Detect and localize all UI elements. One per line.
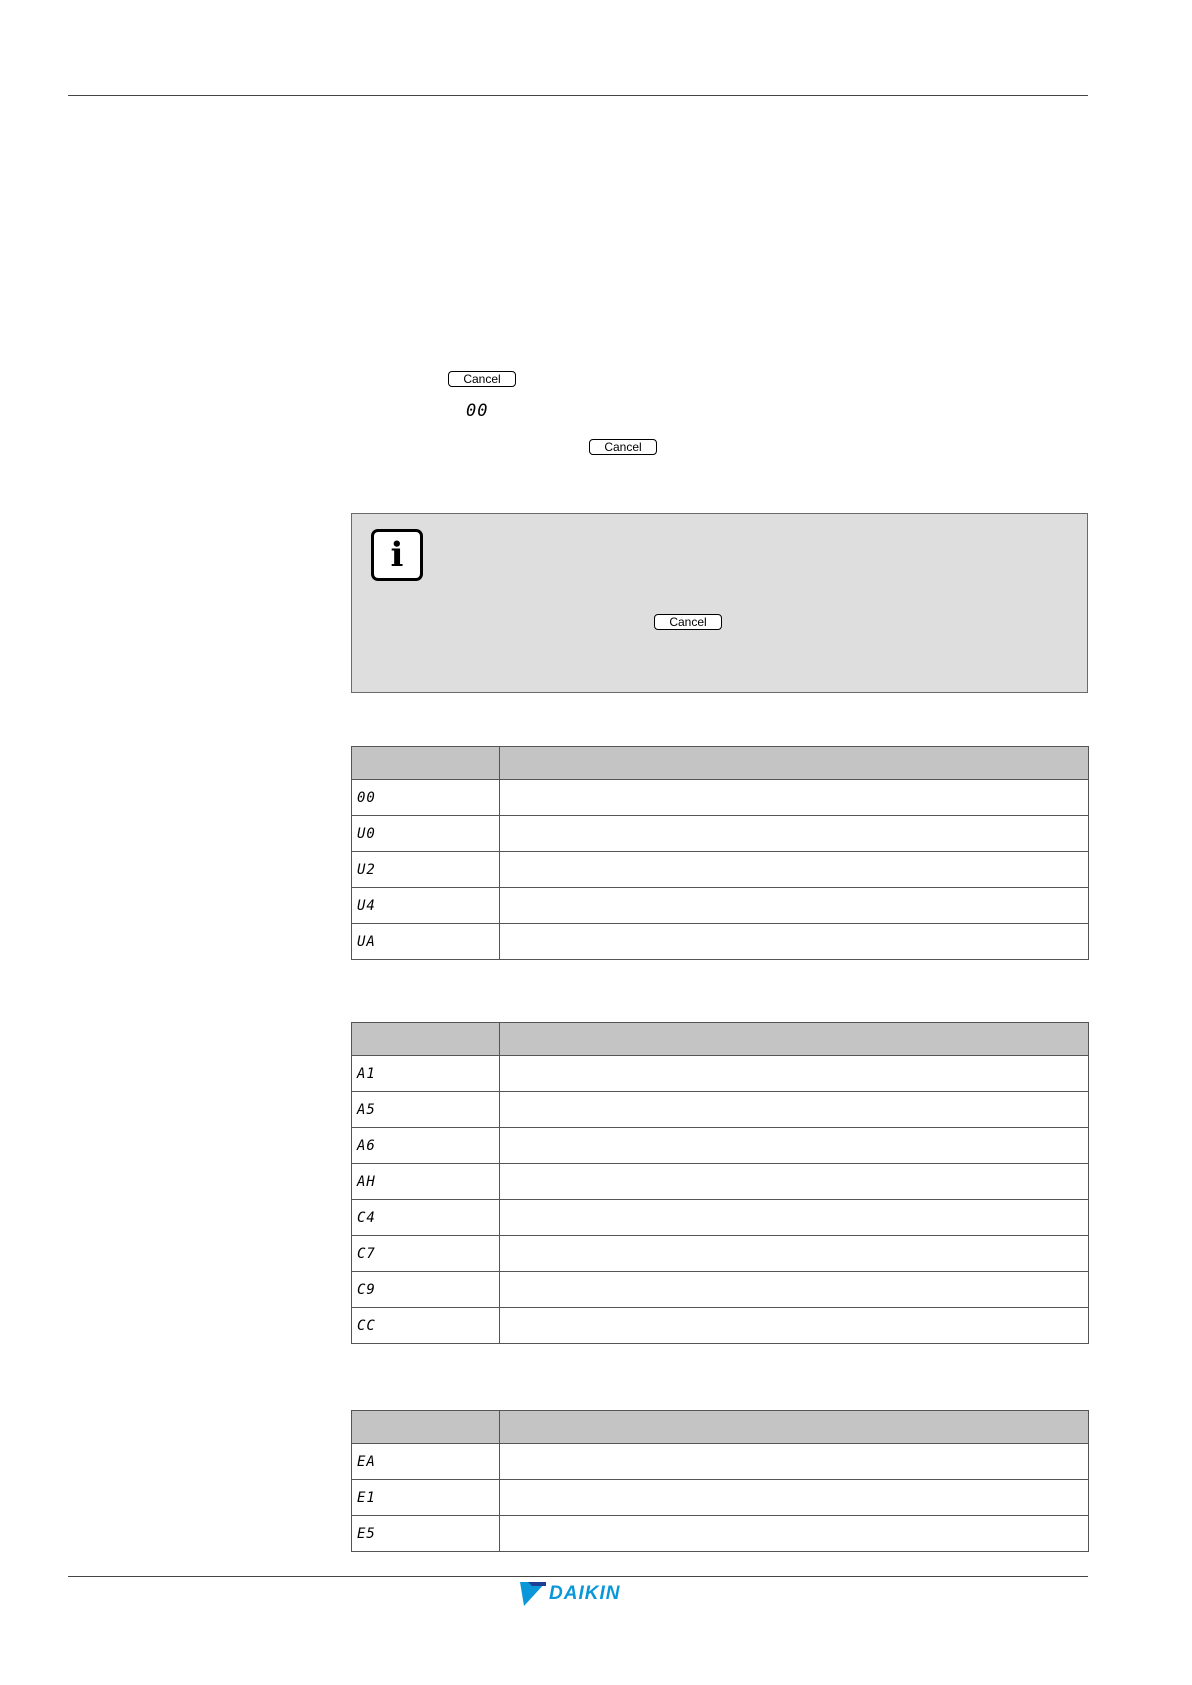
- table-header-row: [352, 747, 1089, 780]
- lcd-display-code: 00: [466, 401, 489, 421]
- table-row: [352, 1056, 1089, 1092]
- table-row: [352, 1236, 1089, 1272]
- error-code: A5: [352, 1092, 500, 1128]
- table-row: [352, 1164, 1089, 1200]
- error-code: UA: [352, 924, 500, 960]
- error-code-table: [351, 746, 1089, 960]
- table-row: [352, 924, 1089, 960]
- table-row: [352, 852, 1089, 888]
- cancel-button[interactable]: Cancel: [448, 371, 516, 387]
- error-code: E1: [352, 1480, 500, 1516]
- error-code: AH: [352, 1164, 500, 1200]
- error-code: C4: [352, 1200, 500, 1236]
- information-icon: i: [371, 529, 423, 581]
- error-code: CC: [352, 1308, 500, 1344]
- table-row: [352, 1128, 1089, 1164]
- table-row: [352, 1272, 1089, 1308]
- information-note: [351, 513, 1088, 693]
- table-row: [352, 780, 1089, 816]
- table-header-row: [352, 1411, 1089, 1444]
- error-code: A1: [352, 1056, 500, 1092]
- footer-rule: [68, 1576, 1088, 1577]
- cancel-button[interactable]: Cancel: [589, 439, 657, 455]
- error-code: U4: [352, 888, 500, 924]
- error-code: 00: [352, 780, 500, 816]
- table-row: [352, 1308, 1089, 1344]
- table-row: [352, 1480, 1089, 1516]
- daikin-logo-text: DAIKIN: [549, 1583, 621, 1604]
- table-row: [352, 1200, 1089, 1236]
- error-code: EA: [352, 1444, 500, 1480]
- error-code: A6: [352, 1128, 500, 1164]
- daikin-logo: [520, 1582, 620, 1606]
- cancel-button[interactable]: Cancel: [654, 614, 722, 630]
- daikin-logo-icon: [520, 1582, 546, 1606]
- table-header-row: [352, 1023, 1089, 1056]
- error-code-table: [351, 1410, 1089, 1552]
- table-row: [352, 888, 1089, 924]
- error-code: E5: [352, 1516, 500, 1552]
- error-code-table: [351, 1022, 1089, 1344]
- table-row: [352, 816, 1089, 852]
- error-code: C9: [352, 1272, 500, 1308]
- header-rule: [68, 95, 1088, 96]
- error-code: C7: [352, 1236, 500, 1272]
- error-code: U0: [352, 816, 500, 852]
- table-row: [352, 1444, 1089, 1480]
- table-row: [352, 1516, 1089, 1552]
- table-row: [352, 1092, 1089, 1128]
- error-code: U2: [352, 852, 500, 888]
